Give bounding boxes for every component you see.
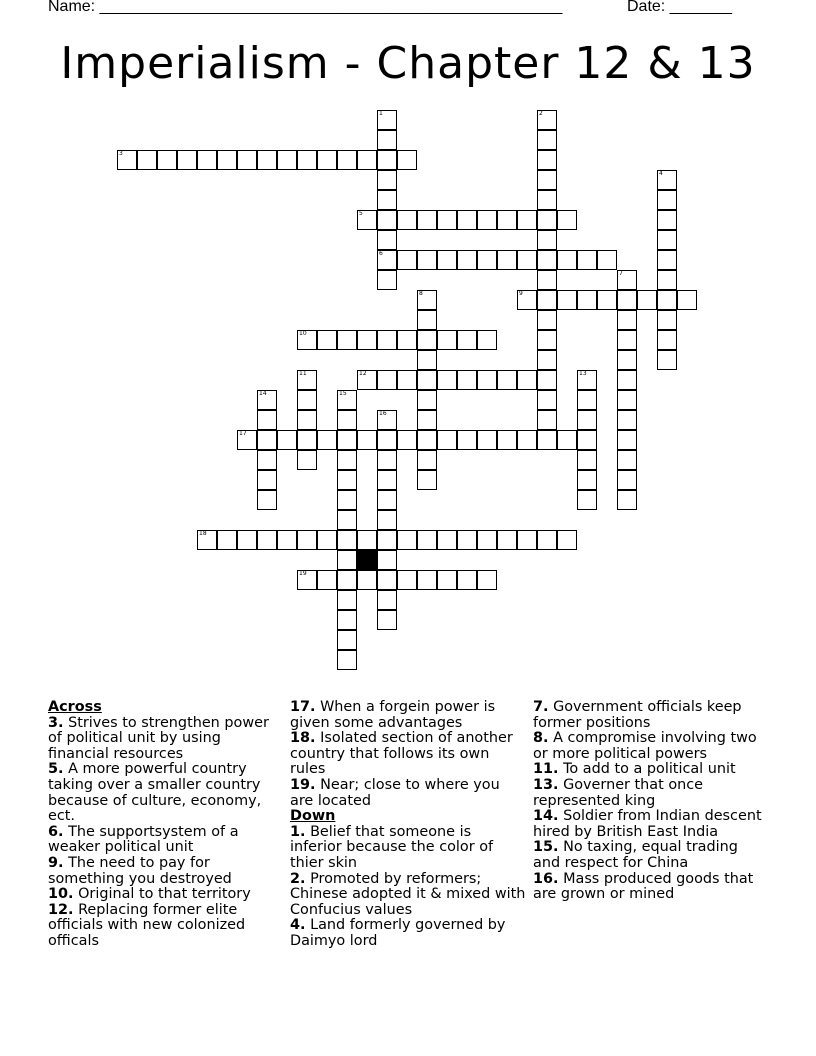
grid-cell[interactable] [397,530,417,550]
grid-cell[interactable] [377,210,397,230]
grid-cell[interactable] [477,570,497,590]
grid-cell-18[interactable] [197,530,217,550]
clue-number: 8 [419,290,423,297]
grid-cell[interactable] [657,190,677,210]
grid-cell[interactable] [557,250,577,270]
grid-cell[interactable] [377,430,397,450]
grid-cell[interactable] [537,150,557,170]
grid-cell[interactable] [417,330,437,350]
grid-cell-15[interactable] [337,390,357,410]
grid-cell[interactable] [437,570,457,590]
grid-cell[interactable] [417,450,437,470]
grid-cell-8[interactable] [417,290,437,310]
clue-number: 7 [619,270,623,277]
grid-cell[interactable] [197,150,217,170]
grid-cell[interactable] [677,290,697,310]
grid-cell[interactable] [377,550,397,570]
grid-cell[interactable] [577,290,597,310]
grid-cell[interactable] [497,370,517,390]
grid-cell[interactable] [617,330,637,350]
grid-cell[interactable] [577,250,597,270]
grid-cell[interactable] [337,430,357,450]
grid-cell-16[interactable] [377,410,397,430]
grid-cell[interactable] [577,470,597,490]
grid-cell[interactable] [337,630,357,650]
grid-cell[interactable] [657,290,677,310]
grid-cell[interactable] [317,570,337,590]
grid-cell[interactable] [537,190,557,210]
grid-cell[interactable] [597,250,617,270]
clue-across-19: 19. Near; close to where you are located [290,776,500,809]
clue-across-9: 9. The need to pay for something you destroyed [48,854,232,887]
grid-cell[interactable] [417,530,437,550]
grid-cell[interactable] [277,530,297,550]
grid-cell[interactable] [577,430,597,450]
clue-down-1: 1. Belief that someone is inferior because the color of thier skin [290,823,494,871]
grid-cell-1[interactable] [377,110,397,130]
clue-down-7: 7. Government officials keep former positions [533,699,742,731]
grid-cell[interactable] [397,150,417,170]
grid-cell[interactable] [417,370,437,390]
grid-cell[interactable] [337,610,357,630]
grid-cell[interactable] [377,370,397,390]
clue-down-11: 11. To add to a political unit [533,761,736,778]
grid-cell[interactable] [357,330,377,350]
grid-cell[interactable] [157,150,177,170]
grid-cell[interactable] [417,210,437,230]
grid-cell[interactable] [337,570,357,590]
grid-cell-13[interactable] [577,370,597,390]
grid-cell[interactable] [237,150,257,170]
grid-cell[interactable] [177,150,197,170]
grid-cell[interactable] [477,210,497,230]
grid-cell[interactable] [357,150,377,170]
grid-cell[interactable] [337,470,357,490]
grid-cell[interactable] [497,430,517,450]
grid-cell[interactable] [337,490,357,510]
clue-number: 16 [379,410,387,417]
clue-down-16: 16. Mass produced goods that are grown or mined [533,870,754,903]
grid-cell[interactable] [357,430,377,450]
grid-cell[interactable] [377,450,397,470]
grid-cell[interactable] [637,290,657,310]
clues-column-2 [290,700,526,950]
black-square [357,550,377,570]
clue-down-4: 4. Land formerly governed by Daimyo lord [290,917,506,949]
grid-cell[interactable] [617,370,637,390]
grid-cell[interactable] [477,430,497,450]
grid-cell[interactable] [457,250,477,270]
clue-number: 3 [119,150,123,157]
grid-cell[interactable] [337,450,357,470]
grid-cell[interactable] [337,510,357,530]
grid-cell[interactable] [297,430,317,450]
grid-cell[interactable] [317,150,337,170]
down-heading: Down [290,808,336,825]
grid-cell[interactable] [397,210,417,230]
grid-cell-5[interactable] [357,210,377,230]
grid-cell[interactable] [257,430,277,450]
clue-number: 9 [519,290,523,297]
clue-number: 15 [339,390,347,397]
clue-down-14: 14. Soldier from Indian descent hired by British East India [533,808,762,840]
grid-cell-19[interactable] [297,570,317,590]
grid-cell[interactable] [397,330,417,350]
clue-across-3: 3. Strives to strengthen power of political unit by using financial resources [48,714,269,762]
grid-cell[interactable] [657,230,677,250]
grid-cell[interactable] [517,430,537,450]
grid-cell[interactable] [517,530,537,550]
grid-cell[interactable] [617,290,637,310]
grid-cell[interactable] [337,330,357,350]
clue-across-17: 17. When a forgein power is given some advantages [290,699,496,731]
grid-cell[interactable] [657,250,677,270]
clue-number: 5 [359,210,363,217]
grid-cell[interactable] [537,250,557,270]
clue-down-13: 13. Governer that once represented king [533,776,704,809]
grid-cell[interactable] [377,610,397,630]
grid-cell[interactable] [617,390,637,410]
grid-cell[interactable] [257,450,277,470]
grid-cell[interactable] [537,430,557,450]
grid-cell[interactable] [457,530,477,550]
grid-cell[interactable] [577,390,597,410]
grid-cell[interactable] [357,530,377,550]
grid-cell-10[interactable] [297,330,317,350]
grid-cell[interactable] [657,350,677,370]
grid-cell[interactable] [537,170,557,190]
grid-cell[interactable] [477,250,497,270]
grid-cell[interactable] [437,330,457,350]
grid-cell-9[interactable] [517,290,537,310]
grid-cell-2[interactable] [537,110,557,130]
grid-cell[interactable] [297,150,317,170]
grid-cell[interactable] [557,530,577,550]
grid-cell-7[interactable] [617,270,637,290]
grid-cell[interactable] [377,230,397,250]
grid-cell[interactable] [257,150,277,170]
grid-cell[interactable] [537,410,557,430]
grid-cell[interactable] [397,570,417,590]
grid-cell[interactable] [217,150,237,170]
page-title: Imperialism - Chapter 12 & 13 [60,38,756,89]
grid-cell[interactable] [537,530,557,550]
grid-cell[interactable] [377,150,397,170]
grid-cell[interactable] [217,530,237,550]
grid-cell[interactable] [537,310,557,330]
clue-down-15: 15. No taxing, equal trading and respect for China [533,839,738,871]
clue-across-5: 5. A more powerful country taking over a smaller country because of culture, economy, ect. [48,761,262,825]
grid-cell[interactable] [417,250,437,270]
clue-number: 11 [299,370,307,377]
grid-cell[interactable] [537,290,557,310]
grid-cell[interactable] [337,150,357,170]
grid-cell[interactable] [497,250,517,270]
clue-number: 2 [539,110,543,117]
grid-cell[interactable] [537,370,557,390]
date-field[interactable]: Date: _______ [627,0,732,15]
grid-cell[interactable] [417,570,437,590]
grid-cell[interactable] [437,530,457,550]
grid-cell[interactable] [377,570,397,590]
clue-across-10: 10. Original to that territory [48,886,251,903]
grid-cell[interactable] [317,530,337,550]
grid-cell[interactable] [537,390,557,410]
grid-cell[interactable] [617,490,637,510]
grid-cell[interactable] [657,270,677,290]
grid-cell[interactable] [577,490,597,510]
grid-cell[interactable] [537,330,557,350]
grid-cell[interactable] [357,570,377,590]
grid-cell[interactable] [417,410,437,430]
grid-cell[interactable] [377,130,397,150]
grid-cell[interactable] [457,330,477,350]
grid-cell[interactable] [617,470,637,490]
grid-cell[interactable] [577,410,597,430]
grid-cell[interactable] [297,390,317,410]
grid-cell[interactable] [517,210,537,230]
clue-number: 6 [379,250,383,257]
grid-cell[interactable] [417,390,437,410]
grid-cell[interactable] [337,590,357,610]
grid-cell[interactable] [437,430,457,450]
grid-cell[interactable] [417,430,437,450]
grid-cell[interactable] [517,370,537,390]
grid-cell[interactable] [437,250,457,270]
grid-cell[interactable] [377,270,397,290]
grid-cell-4[interactable] [657,170,677,190]
clue-number: 14 [259,390,267,397]
grid-cell[interactable] [257,490,277,510]
grid-cell[interactable] [617,450,637,470]
grid-cell[interactable] [477,530,497,550]
grid-cell[interactable] [537,210,557,230]
grid-cell[interactable] [617,410,637,430]
grid-cell[interactable] [257,470,277,490]
grid-cell-12[interactable] [357,370,377,390]
grid-cell-14[interactable] [257,390,277,410]
grid-cell[interactable] [297,530,317,550]
grid-cell[interactable] [537,350,557,370]
grid-cell[interactable] [557,210,577,230]
grid-cell[interactable] [497,210,517,230]
grid-cell[interactable] [377,170,397,190]
grid-cell[interactable] [237,530,257,550]
grid-cell[interactable] [437,370,457,390]
grid-cell[interactable] [397,250,417,270]
clue-across-12: 12. Replacing former elite officials with new colonized officals [48,901,246,949]
grid-cell[interactable] [377,490,397,510]
grid-cell[interactable] [457,430,477,450]
grid-cell[interactable] [557,430,577,450]
clue-number: 19 [299,570,307,577]
across-heading: Across [48,699,102,715]
grid-cell[interactable] [277,430,297,450]
grid-cell[interactable] [377,470,397,490]
grid-cell[interactable] [317,430,337,450]
grid-cell[interactable] [377,510,397,530]
grid-cell[interactable] [397,370,417,390]
grid-cell[interactable] [397,430,417,450]
clue-number: 12 [359,370,367,377]
clue-number: 10 [299,330,307,337]
grid-cell-6[interactable] [377,250,397,270]
grid-cell[interactable] [297,450,317,470]
clue-down-8: 8. A compromise involving two or more political powers [533,730,757,762]
grid-cell[interactable] [137,150,157,170]
grid-cell[interactable] [457,370,477,390]
grid-cell[interactable] [337,410,357,430]
grid-cell[interactable] [337,550,357,570]
grid-cell[interactable] [517,250,537,270]
clue-number: 1 [379,110,383,117]
grid-cell[interactable] [257,530,277,550]
grid-cell[interactable] [417,470,437,490]
clue-number: 18 [199,530,207,537]
grid-cell[interactable] [537,130,557,150]
grid-cell[interactable] [297,410,317,430]
grid-cell[interactable] [537,270,557,290]
clues-column-3 [533,700,769,903]
clue-number: 13 [579,370,587,377]
clue-across-18: 18. Isolated section of another country that follows its own rules [290,730,513,778]
grid-cell[interactable] [337,530,357,550]
grid-cell-17[interactable] [237,430,257,450]
grid-cell[interactable] [617,430,637,450]
grid-cell[interactable] [377,190,397,210]
grid-cell[interactable] [277,150,297,170]
grid-cell[interactable] [377,590,397,610]
grid-cell[interactable] [437,210,457,230]
grid-cell[interactable] [317,330,337,350]
grid-cell[interactable] [257,410,277,430]
clue-down-2: 2. Promoted by reformers; Chinese adopted it & mixed with Confucius values [290,870,526,918]
grid-cell[interactable] [597,290,617,310]
grid-cell[interactable] [617,310,637,330]
grid-cell[interactable] [477,330,497,350]
grid-cell[interactable] [497,530,517,550]
grid-cell[interactable] [417,350,437,370]
grid-cell[interactable] [537,230,557,250]
grid-cell[interactable] [377,530,397,550]
grid-cell[interactable] [657,210,677,230]
grid-cell[interactable] [617,350,637,370]
grid-cell-11[interactable] [297,370,317,390]
clues-column-1 [48,700,284,950]
grid-cell[interactable] [457,570,477,590]
name-field[interactable]: Name: ____________________________________________________ [48,0,563,15]
grid-cell[interactable] [477,370,497,390]
clue-across-6: 6. The supportsystem of a weaker political unit [48,823,239,856]
grid-cell[interactable] [657,330,677,350]
grid-cell[interactable] [577,450,597,470]
grid-cell[interactable] [337,650,357,670]
grid-cell[interactable] [657,310,677,330]
grid-cell[interactable] [557,290,577,310]
grid-cell[interactable] [457,210,477,230]
clue-number: 17 [239,430,247,437]
clue-number: 4 [659,170,663,177]
grid-cell-3[interactable] [117,150,137,170]
grid-cell[interactable] [417,310,437,330]
grid-cell[interactable] [377,330,397,350]
